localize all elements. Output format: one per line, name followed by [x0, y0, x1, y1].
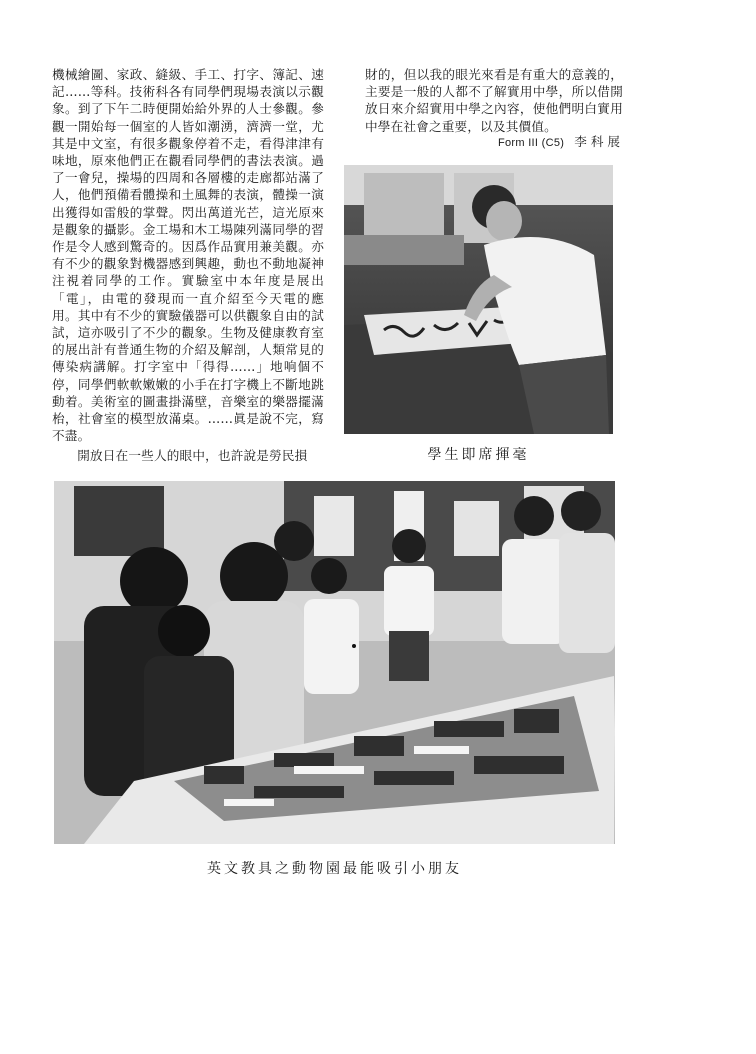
author-name: 李科展	[574, 134, 624, 149]
calligraphy-photo	[344, 165, 613, 434]
calligraphy-photo-caption: 學生即席揮毫	[427, 447, 530, 463]
right-column-text	[365, 66, 623, 135]
zoo-model-photo	[54, 481, 615, 844]
zoo-model-photo-caption: 英文教具之動物園最能吸引小朋友	[207, 861, 462, 877]
article-paragraph: 財的，但以我的眼光來看是有重大的意義的，主要是一般的人都不了解實用中學，所以借開放日來介紹實用中學之內容，使他們明白實用中學在社會之重要，以及其價值。	[365, 67, 623, 134]
zoo-model-photo-image	[54, 481, 615, 844]
author-byline	[430, 131, 624, 150]
author-form: Form III (C5)	[497, 137, 565, 149]
left-column-text	[52, 66, 324, 465]
calligraphy-photo-image	[344, 165, 613, 434]
article-paragraph: 機械繪圖、家政、縫級、手工、打字、簿記、速記……等科。技術科各有同學們現場表演以示觀象。到了下午二時便開始給外界的人士參觀。參觀一開始每一個室的人皆如潮湧，濟濟一堂，尤其是中文室，有很多觀象停着不走，看得津津有味地，原來他們正在觀看同學們的書法表演。過了一會兒，操場的四周和各層樓的走廊都站滿了人，他們預備看體操和土風舞的表演，體操一演出獲得如雷般的掌聲。閃出萬道光芒，這光原來是觀象的攝影。金工場和木工場陳列滿同學的習作是令人感到驚奇的。因爲作品實用兼美觀。亦有不少的觀象對機器感到興趣，動也不動地凝神注視着同學的工作。實驗室中本年度是展出「電」，由電的發現而一直介紹至今天電的應用。其中有不少的實驗儀器可以供觀象自由的試試，這亦吸引了不少的觀象。生物及健康教育室的展出計有普通生物的介紹及解剖，人類常見的傳染病講解。打字室中「得得……」地响個不停，同學們軟軟嫩嫩的小手在打字機上不斷地跳動着。美術室的圖畫掛滿壁，音樂室的樂器擺滿枱，社會室的模型放滿桌。……眞是說不完，寫不盡。	[52, 67, 324, 444]
article-paragraph: 開放日在一些人的眼中，也許說是勞民損	[77, 448, 308, 464]
